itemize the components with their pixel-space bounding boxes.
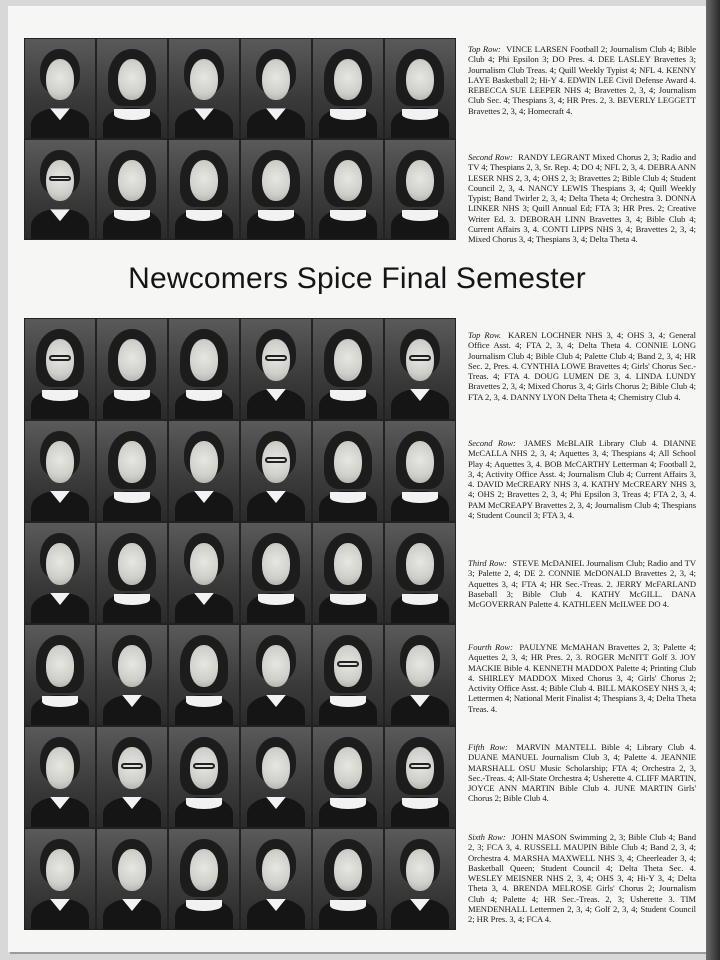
student-portrait xyxy=(312,420,384,522)
caption-fourth-row xyxy=(468,642,696,714)
student-portrait xyxy=(240,624,312,726)
row-label: Top Row. xyxy=(468,330,501,340)
student-portrait xyxy=(384,522,456,624)
student-portrait xyxy=(312,726,384,828)
student-portrait xyxy=(168,624,240,726)
student-portrait xyxy=(384,38,456,139)
student-portrait xyxy=(384,139,456,240)
student-portrait xyxy=(168,318,240,420)
student-portrait xyxy=(24,624,96,726)
caption-second-row-b xyxy=(468,438,696,520)
caption-text: PAULYNE McMAHAN Bravettes 2, 3; Palette 4; Aquettes 2, 3, 4; HR Pres. 2, 3. ROGER McNITT Golf 3. JOY MACKIE Bible 4. KENNETH MADDOX Palette 4; Printing Club 4. SHIRLEY MADDOX Mixed Chorus 3, 4; Girls' Chorus 2; Activity Office Asst. 4; Bible Club 4. BILL MAKOSEY NHS 3, 4; Lettermen 4; National Merit Finalist 4; Thespians 3, 4; Delta Theta Treas. 4. xyxy=(468,642,696,714)
student-portrait xyxy=(168,38,240,139)
student-portrait xyxy=(168,726,240,828)
yearbook-page xyxy=(8,6,706,952)
row-label: Top Row: xyxy=(468,44,501,54)
caption-text: MARVIN MANTELL Bible 4; Library Club 4. DUANE MANUEL Journalism Club 3, 4; Palette 4. JEANNIE MARSHALL OSU Music Scholarship; FTA 4; Orchestra 2, 3, Sec.-Treas. 4; All-State Orchestra 4; Usherette 4. CLIFF MARTIN, JOYCE ANN MARTIN Bible Club 4. JUNE MARTIN Girls' Chorus 2; Bible Club 4. xyxy=(468,742,696,804)
student-portrait xyxy=(96,318,168,420)
student-portrait xyxy=(96,420,168,522)
row-label: Second Row: xyxy=(468,438,516,448)
student-portrait xyxy=(240,139,312,240)
student-portrait xyxy=(312,139,384,240)
student-portrait xyxy=(24,420,96,522)
caption-third-row xyxy=(468,558,696,609)
student-portrait xyxy=(384,318,456,420)
student-portrait xyxy=(24,726,96,828)
student-portrait xyxy=(312,38,384,139)
student-portrait xyxy=(384,624,456,726)
caption-top-row-a xyxy=(468,44,696,116)
student-portrait xyxy=(312,318,384,420)
caption-top-row-b xyxy=(468,330,696,402)
student-portrait xyxy=(240,726,312,828)
student-portrait xyxy=(24,828,96,930)
caption-text: RANDY LEGRANT Mixed Chorus 2, 3; Radio and TV 4; Thespians 2, 3, Sr. Rep. 4; DO 4; NFL 2, 3, 4. DEBRA ANN LESER NHS 2, 3, 4; OHS 2, 3; Bravettes 2; Bible Club 4; Student Council 2, 3, 4. NANCY LEWIS Thespians 3, 4; Quill Weekly Typist; Band Twirler 2, 3, 4; Delta Theta 4; Orchestra 3. DONNA LINKER NHS 3; Quill Annual Ed; FTA 3; HR Pres. 2; Creative Writer Ed. 3. DEBORAH LINN Bravettes 3, 4; Bible Club 4; Current Affairs 3, 4. CONTI LIPPS NHS 3, 4; Bravettes 2, 3, 4; Mixed Chorus 3, 4; Thespians 3, 4; Delta Theta 4. xyxy=(468,152,696,245)
caption-fifth-row xyxy=(468,742,696,804)
student-portrait xyxy=(168,139,240,240)
caption-second-row-a xyxy=(468,152,696,245)
row-label: Fourth Row: xyxy=(468,642,513,652)
student-portrait xyxy=(24,38,96,139)
caption-text: STEVE McDANIEL Journalism Club; Radio and TV 3; Palette 2, 4; DE 2. CONNIE McDONALD Bravettes 2, 3, 4; Aquettes 3, 4; FTA 4; HR Sec.-Treas. 2. JERRY McFARLAND Baseball 3; Bible Club 4. KATHY McGILL. DANA McGOVERRAN Palette 4. KATHLEEN McILWEE DO 4. xyxy=(468,558,697,610)
row-label: Second Row: xyxy=(468,152,513,162)
student-portrait xyxy=(312,624,384,726)
student-portrait xyxy=(240,318,312,420)
student-portrait xyxy=(96,828,168,930)
row-label: Third Row: xyxy=(468,558,507,568)
student-portrait xyxy=(24,139,96,240)
student-portrait xyxy=(384,420,456,522)
student-portrait xyxy=(384,726,456,828)
student-portrait xyxy=(240,38,312,139)
student-portrait xyxy=(168,828,240,930)
student-portrait xyxy=(96,139,168,240)
page-edge-shadow xyxy=(706,0,720,960)
student-portrait xyxy=(24,318,96,420)
caption-text: JAMES McBLAIR Library Club 4. DIANNE McCALLA NHS 2, 3, 4; Aquettes 3, 4; Thespians 4; All School Play 4; Aquettes 3, 4. BOB McCARTHY Letterman 4; Football 2, 3, 4; Activity Office Asst. 4; Journalism Club 4; Current Affairs 3, 4. DAVID McCREARY NHS 3, 4. KATHY McCREARY NHS 3, 4; OHS 2; Bravettes 2, 3, 4; Phi Epsilon 3, Treas 4; FTA 2, 3, 4. PAM McCREAPY Bravettes 2, 3, 4; Journalism Club 4; Thespians 4; Student Council 3; FTA 3, 4. xyxy=(468,438,697,521)
caption-text: KAREN LOCHNER NHS 3, 4; OHS 3, 4; General Office Asst. 4; FTA 2, 3, 4; Delta Theta 4. CONNIE LONG Journalism Club 4; Bible Club 4; Palette Club 4; Band 2, 3, 4; HR Sec. 2, Pres. 4. CYNTHIA LOWE Bravettes 4; Girls' Chorus Sec.-Treas. 4; FTA 4. DOUG LUMEN DE 3, 4. LINDA LUNDY Bravettes 2, 3, 4; Mixed Chorus 3, 4; Girls Chorus 2; Bible Club 4; FTA 2, 3, 4. DANNY LYON Delta Theta 4; Chemistry Club 4. xyxy=(468,330,696,402)
student-portrait xyxy=(96,726,168,828)
caption-text: JOHN MASON Swimming 2, 3; Bible Club 4; Band 2, 3; FCA 3, 4. RUSSELL MAUPIN Bible Club 4; Band 2, 3, 4; Orchestra 4. MARSHA MAXWELL NHS 3, 4; Cheerleader 3, 4; Basketball Queen; Student Council 4; Delta Theta Sec. 4. WESLEY MEISNER NHS 2, 3, 4; OHS 3, 4; Hi-Y 3, 4; Delta Theta 3, 4. BRENDA MELROSE Girls' Chorus 2; Journalism Club 4; Palette 4; HR Sec.-Treas. 2, 3; Usherette 3. TIM MENDENHALL Lettermen 2, 3, 4; Golf 2, 3, 4; Student Council 2; HR Pres. 3, 4; FCA 4. xyxy=(468,832,696,925)
student-portrait xyxy=(312,522,384,624)
student-portrait xyxy=(96,38,168,139)
caption-text: VINCE LARSEN Football 2; Journalism Club 4; Bible Club 4; Phi Epsilon 3; DO Pres. 4. DEE LASLEY Bravettes 3; Journalism Club Treas. 4; Quill Weekly Typist 4; NFL 4. KENNY LAYE Basketball 2; Hi-Y 4. EDWIN LEE Civil Defense Award 4. REBECCA SUE LEEPER NHS 4; Bravettes 2, 3, 4; Journalism Club Sec. 4; Thespians 3, 4; HR Pres. 2, 3. BEVERLY LEGGETT Bravettes 2, 3, 4; Homecraft 4. xyxy=(468,44,696,116)
student-portrait xyxy=(24,522,96,624)
caption-sixth-row xyxy=(468,832,696,925)
student-portrait xyxy=(96,522,168,624)
student-portrait xyxy=(168,420,240,522)
row-label: Sixth Row: xyxy=(468,832,506,842)
student-portrait xyxy=(96,624,168,726)
photo-grid-top xyxy=(24,38,456,240)
student-portrait xyxy=(168,522,240,624)
photo-grid-bottom xyxy=(24,318,456,930)
student-portrait xyxy=(240,522,312,624)
student-portrait xyxy=(240,420,312,522)
student-portrait xyxy=(384,828,456,930)
student-portrait xyxy=(240,828,312,930)
row-label: Fifth Row: xyxy=(468,742,508,752)
student-portrait xyxy=(312,828,384,930)
page-heading: Newcomers Spice Final Semester xyxy=(128,262,586,295)
